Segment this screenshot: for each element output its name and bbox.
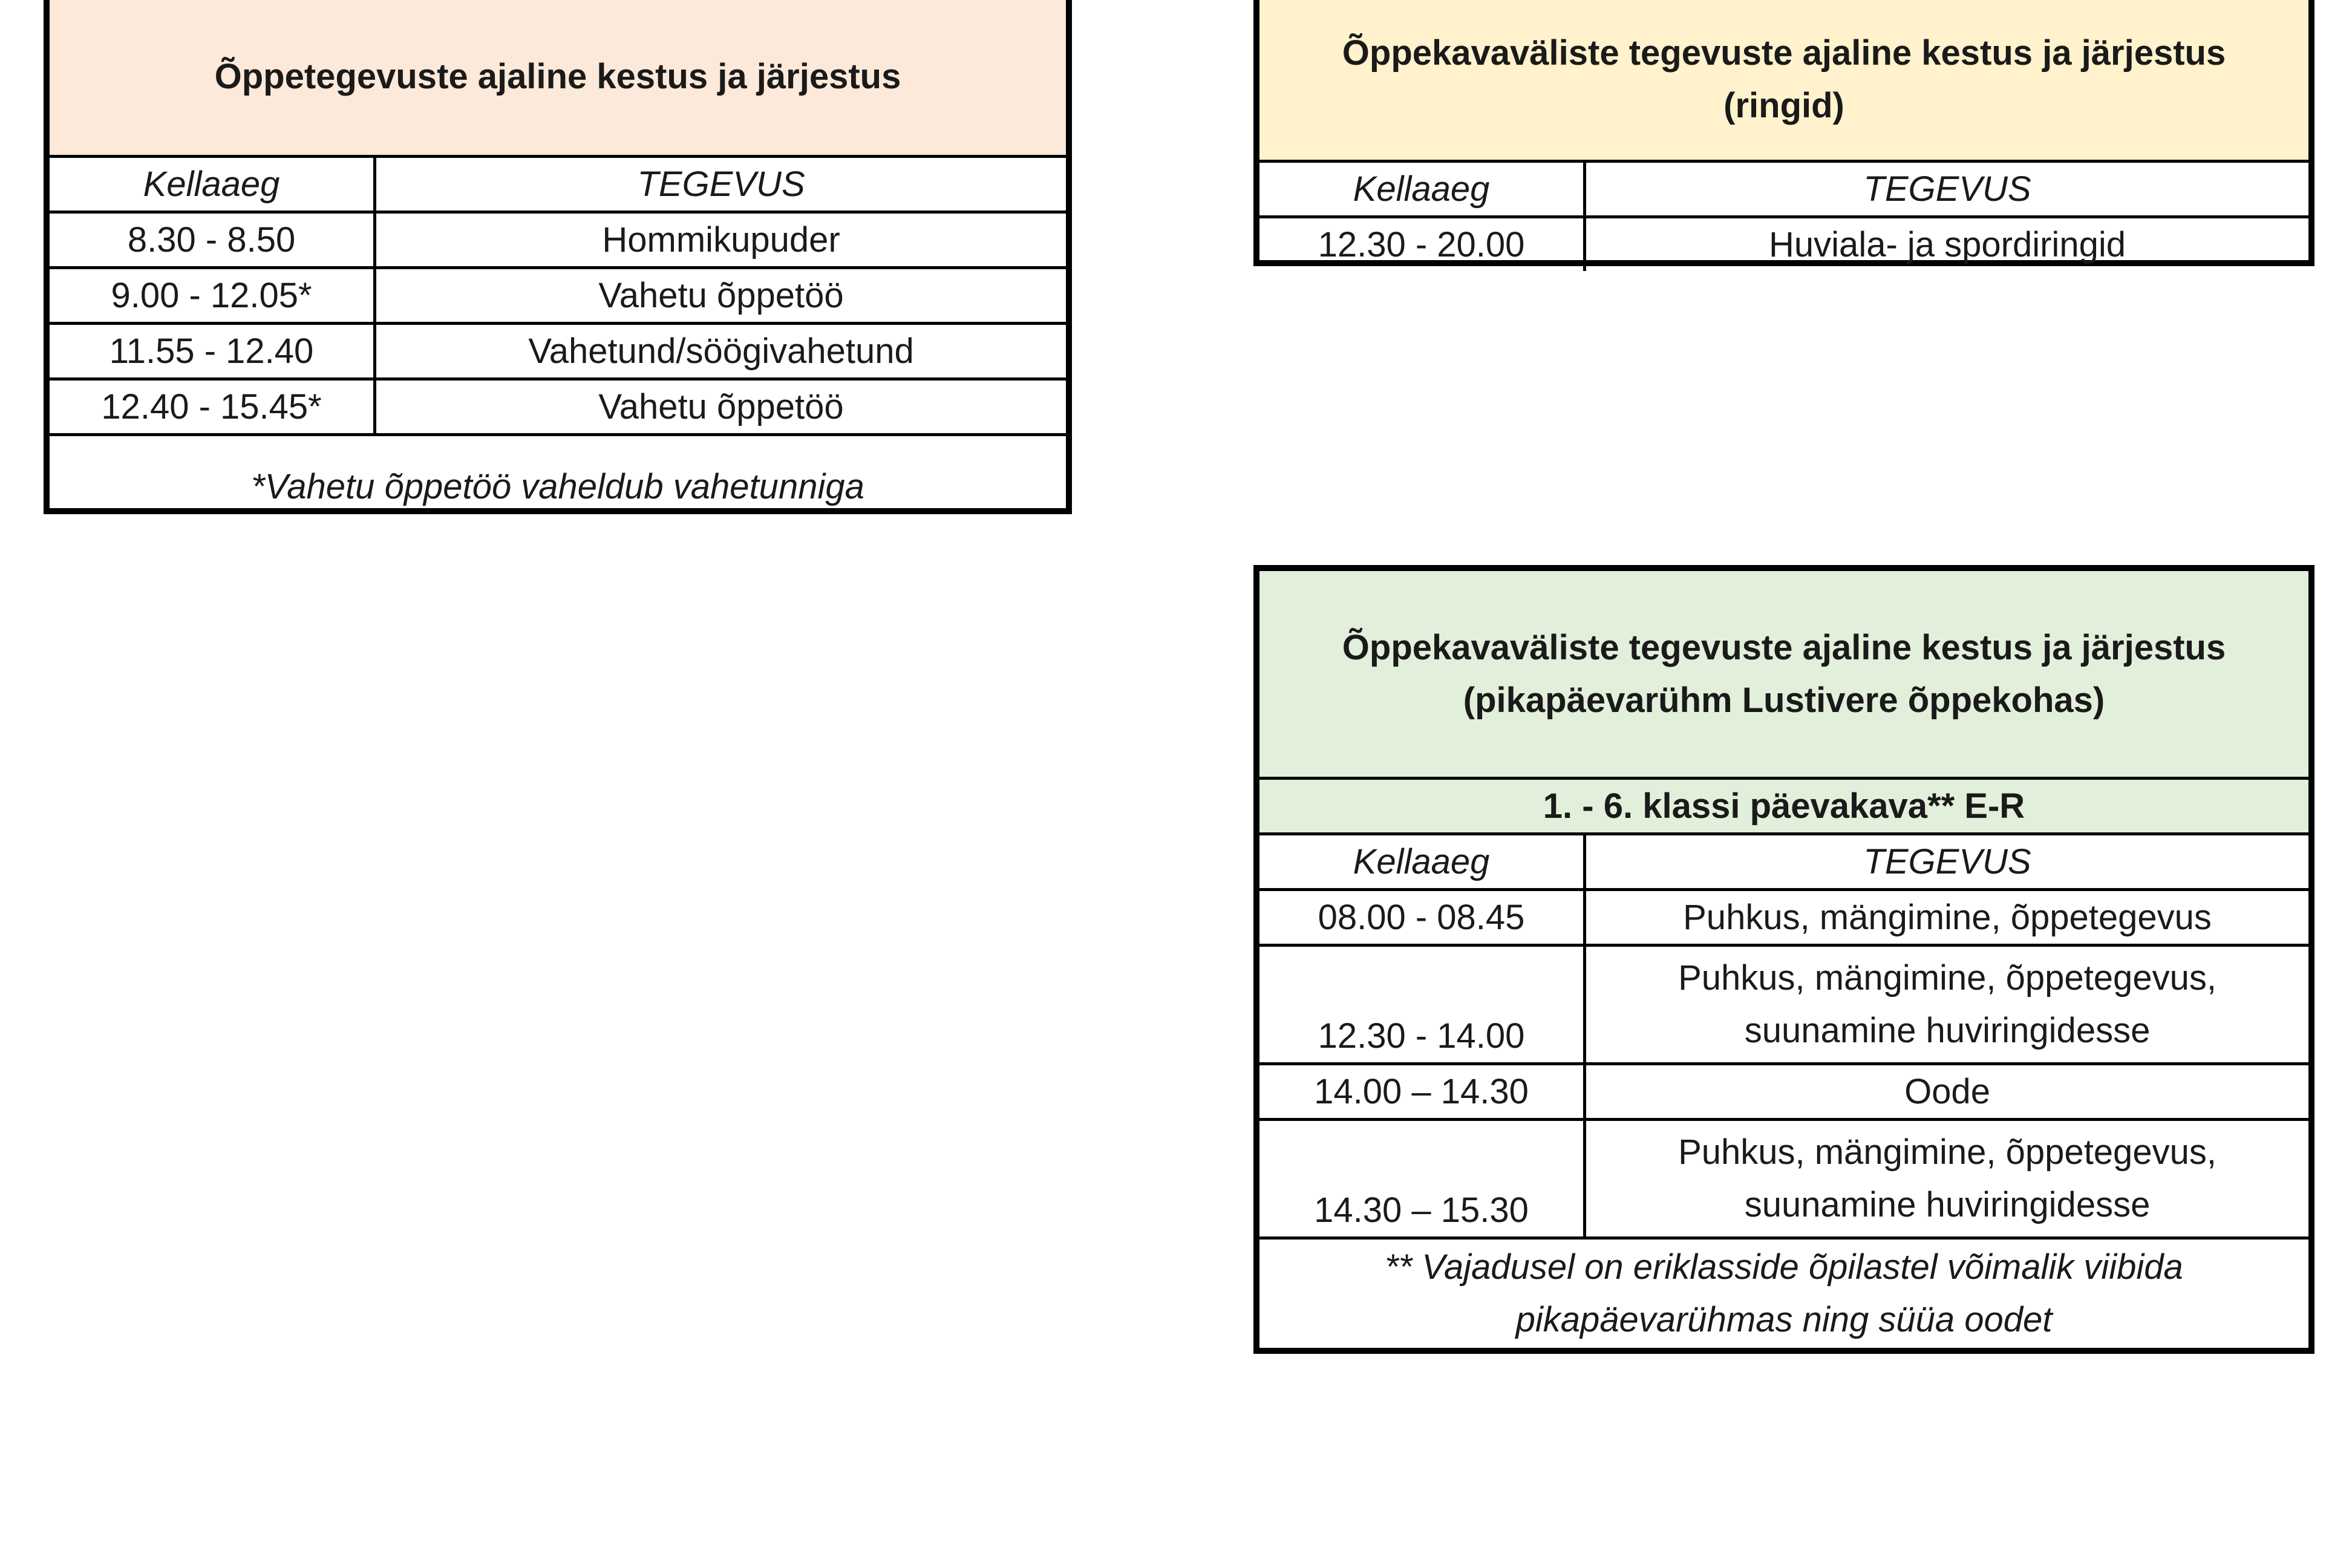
table-subtitle: 1. - 6. klassi päevakava** E-R: [1259, 778, 2308, 834]
table-row: [50, 267, 1066, 323]
table-footnote: [1259, 1238, 2308, 1348]
activity-cell: [1585, 945, 2308, 1063]
footnote-line: ** Vajadusel on eriklasside õpilastel võimalik viibida: [1385, 1247, 2183, 1287]
table-row: [1259, 217, 2308, 271]
column-header-activity: TEGEVUS: [1585, 834, 2308, 889]
column-header-activity: TEGEVUS: [375, 156, 1066, 212]
table-title-line: (pikapäevarühm Lustivere õppekohas): [1463, 680, 2105, 720]
activity-cell: Vahetu õppetöö: [375, 267, 1066, 323]
schedule-table-lessons: [44, 0, 1072, 514]
column-header-activity: TEGEVUS: [1585, 161, 2308, 217]
schedule-table-clubs: [1253, 0, 2314, 266]
table-row: [1259, 945, 2308, 1063]
time-cell: 8.30 - 8.50: [50, 212, 375, 267]
time-cell: 14.00 – 14.30: [1259, 1063, 1585, 1119]
table-title-line: Õppekavaväliste tegevuste ajaline kestus ja järjestus: [1342, 33, 2226, 73]
activity-line: suunamine huviringidesse: [1744, 1011, 2151, 1050]
activity-line: suunamine huviringidesse: [1744, 1185, 2151, 1224]
time-cell: 9.00 - 12.05*: [50, 267, 375, 323]
activity-cell: Hommikupuder: [375, 212, 1066, 267]
column-header-time: Kellaaeg: [1259, 161, 1585, 217]
schedule-table-afterschool: [1253, 565, 2314, 1354]
table-row: [1259, 1119, 2308, 1238]
table-row: [50, 379, 1066, 434]
time-cell: 08.00 - 08.45: [1259, 889, 1585, 945]
activity-cell: Oode: [1585, 1063, 2308, 1119]
time-cell: 12.40 - 15.45*: [50, 379, 375, 434]
time-cell: 12.30 - 20.00: [1259, 217, 1585, 271]
column-header-time: Kellaaeg: [1259, 834, 1585, 889]
table-title: Õppetegevuste ajaline kestus ja järjestus: [50, 0, 1066, 156]
activity-cell: [1585, 1119, 2308, 1238]
table-title: [1259, 0, 2308, 161]
table-title: [1259, 571, 2308, 778]
time-cell: 14.30 – 15.30: [1259, 1119, 1585, 1238]
time-cell: 11.55 - 12.40: [50, 323, 375, 379]
activity-cell: Huviala- ja spordiringid: [1585, 217, 2308, 271]
table-footnote: *Vahetu õppetöö vaheldub vahetunniga: [50, 434, 1066, 513]
table-row: [50, 323, 1066, 379]
time-cell: 12.30 - 14.00: [1259, 945, 1585, 1063]
table-row: [50, 212, 1066, 267]
table-title-line: (ringid): [1723, 85, 1844, 125]
activity-cell: Vahetund/söögivahetund: [375, 323, 1066, 379]
table-row: [1259, 889, 2308, 945]
activity-cell: Vahetu õppetöö: [375, 379, 1066, 434]
activity-line: Puhkus, mängimine, õppetegevus,: [1678, 958, 2216, 998]
table-row: [1259, 1063, 2308, 1119]
activity-cell: Puhkus, mängimine, õppetegevus: [1585, 889, 2308, 945]
activity-line: Puhkus, mängimine, õppetegevus,: [1678, 1132, 2216, 1172]
footnote-line: pikapäevarühmas ning süüa oodet: [1515, 1300, 2053, 1340]
table-title-line: Õppekavaväliste tegevuste ajaline kestus ja järjestus: [1342, 627, 2226, 667]
column-header-time: Kellaaeg: [50, 156, 375, 212]
